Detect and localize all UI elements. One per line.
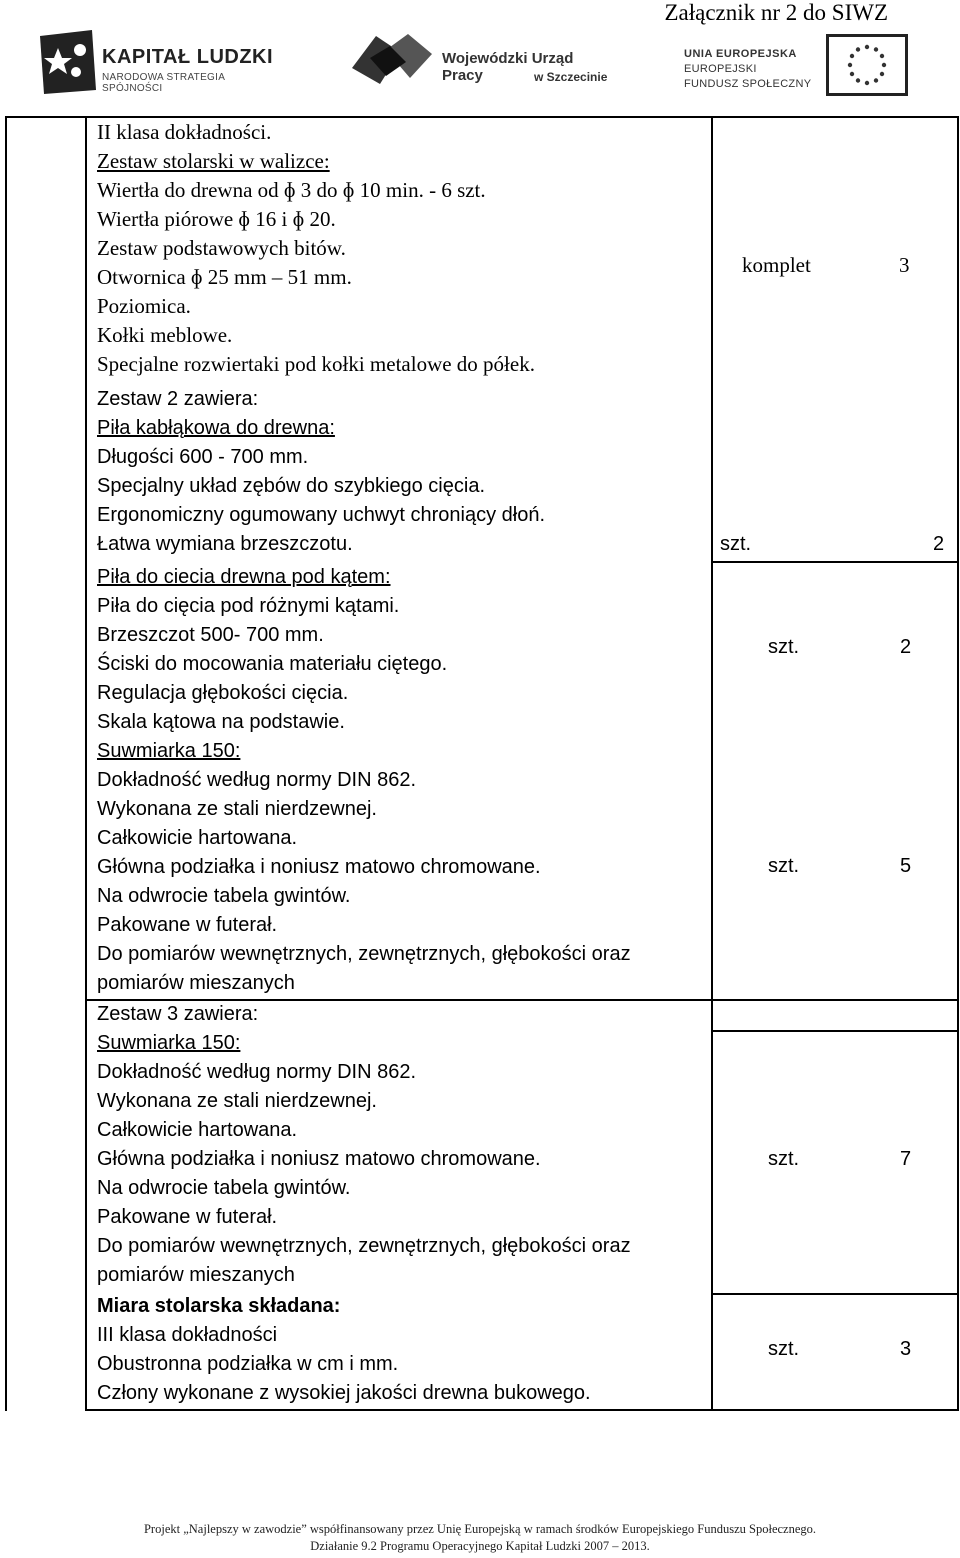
row-line: II klasa dokładności. [97, 120, 272, 144]
ue-logo [676, 28, 936, 98]
row-heading: Piła do ciecia drewna pod kątem: [97, 566, 391, 588]
row-line: Otwornica ɸ 25 mm – 51 mm. [97, 265, 352, 289]
ue-line3: FUNDUSZ SPOŁECZNY [684, 78, 812, 90]
row-line: Całkowicie hartowana. [97, 1119, 298, 1141]
row-line: III klasa dokładności [97, 1324, 278, 1346]
eu-flag-icon [826, 34, 908, 96]
wup-logo [346, 28, 616, 98]
row-line: Wiertła do drewna od ɸ 3 do ɸ 10 min. - 6 szt. [97, 178, 486, 202]
footer-program-line: Działanie 9.2 Programu Operacyjnego Kapitał Ludzki 2007 – 2013. [310, 1539, 650, 1553]
row-line: Główna podziałka i noniusz matowo chromowane. [97, 856, 541, 878]
row-qty: 7 [900, 1148, 912, 1170]
row-unit: szt. [720, 533, 752, 555]
row-qty: 2 [900, 636, 912, 658]
row-heading: Suwmiarka 150: [97, 1032, 241, 1054]
ue-line2: EUROPEJSKI [684, 63, 757, 75]
row-heading: Zestaw stolarski w walizce: [97, 149, 330, 173]
row-line: Skala kątowa na podstawie. [97, 711, 345, 733]
table-bottom-border [85, 1409, 959, 1411]
row-line: Zestaw 3 zawiera: [97, 1003, 259, 1025]
left-margin-rule [5, 116, 7, 1411]
row-line: Wykonana ze stali nierdzewnej. [97, 1090, 377, 1112]
row-line: Specjalny układ zębów do szybkiego cięcia. [97, 475, 485, 497]
row-line: Na odwrocie tabela gwintów. [97, 1177, 351, 1199]
row-qty: 3 [900, 1338, 912, 1360]
kapital-ludzki-logo [36, 28, 286, 98]
row-line: Obustronna podziałka w cm i mm. [97, 1353, 399, 1375]
row-line: Główna podziałka i noniusz matowo chromowane. [97, 1148, 541, 1170]
row-divider-unit-4 [711, 1293, 959, 1295]
row-line: Człony wykonane z wysokiej jakości drewna bukowego. [97, 1382, 591, 1404]
row-line: Brzeszczot 500- 700 mm. [97, 624, 324, 646]
row-line: Długości 600 - 700 mm. [97, 446, 309, 468]
table-right-border [957, 116, 959, 1411]
wup-name: Wojewódzki Urząd Pracy [442, 50, 574, 84]
row-line: Dokładność według normy DIN 862. [97, 769, 417, 791]
row-unit: szt. [768, 855, 800, 877]
attachment-label: Załącznik nr 2 do SIWZ [664, 0, 888, 25]
row-line: Pakowane w futerał. [97, 1206, 278, 1228]
row-line: Na odwrocie tabela gwintów. [97, 885, 351, 907]
row-unit: szt. [768, 636, 800, 658]
row-divider-unit-3 [711, 1030, 959, 1032]
row-line: Zestaw podstawowych bitów. [97, 236, 346, 260]
table-column-divider [711, 116, 713, 1411]
row-line: Specjalne rozwiertaki pod kołki metalowe do półek. [97, 352, 535, 376]
row-qty: 3 [899, 253, 910, 277]
wup-city: w Szczecinie [534, 70, 608, 84]
row-unit: szt. [768, 1148, 800, 1170]
ue-line1: UNIA EUROPEJSKA [684, 48, 797, 60]
row-line: pomiarów mieszanych [97, 1264, 295, 1286]
row-line: Wiertła piórowe ɸ 16 i ɸ 20. [97, 207, 336, 231]
row-line: Całkowicie hartowana. [97, 827, 298, 849]
row-line: Zestaw 2 zawiera: [97, 388, 259, 410]
row-line: Ergonomiczny ogumowany uchwyt chroniący dłoń. [97, 504, 545, 526]
row-unit: szt. [768, 1338, 800, 1360]
row-line: Poziomica. [97, 294, 191, 318]
wup-emblem-icon [346, 28, 438, 88]
row-qty: 5 [900, 855, 912, 877]
row-heading: Piła kabłąkowa do drewna: [97, 417, 335, 439]
row-unit: komplet [742, 253, 811, 277]
footer-project-line: Projekt „Najlepszy w zawodzie” współfinansowany przez Unię Europejską w ramach środków Europejskiego Funduszu Społecznego. [143, 1522, 817, 1536]
kapital-ludzki-emblem-icon [36, 28, 100, 98]
row-divider-unit-1 [711, 561, 959, 563]
kapital-ludzki-subtitle: NARODOWA STRATEGIA SPÓJNOŚCI [102, 72, 225, 94]
row-line: Do pomiarów wewnętrznych, zewnętrznych, głębokości oraz [97, 943, 631, 965]
row-line: Wykonana ze stali nierdzewnej. [97, 798, 377, 820]
row-line: pomiarów mieszanych [97, 972, 295, 994]
row-qty: 2 [933, 533, 945, 555]
row-line: Regulacja głębokości cięcia. [97, 682, 349, 704]
row-heading: Miara stolarska składana: [97, 1295, 341, 1317]
row-line: Piła do cięcia pod różnymi kątami. [97, 595, 400, 617]
header-logos [36, 28, 936, 108]
row-line: Ściski do mocowania materiału ciętego. [97, 653, 448, 675]
row-line: Łatwa wymiana brzeszczotu. [97, 533, 353, 555]
row-line: Pakowane w futerał. [97, 914, 278, 936]
row-line: Do pomiarów wewnętrznych, zewnętrznych, głębokości oraz [97, 1235, 631, 1257]
kapital-ludzki-title: KAPITAŁ LUDZKI [102, 46, 274, 68]
row-line: Kołki meblowe. [97, 323, 233, 347]
row-heading: Suwmiarka 150: [97, 740, 241, 762]
row-line: Dokładność według normy DIN 862. [97, 1061, 417, 1083]
table-left-border [85, 116, 87, 1411]
